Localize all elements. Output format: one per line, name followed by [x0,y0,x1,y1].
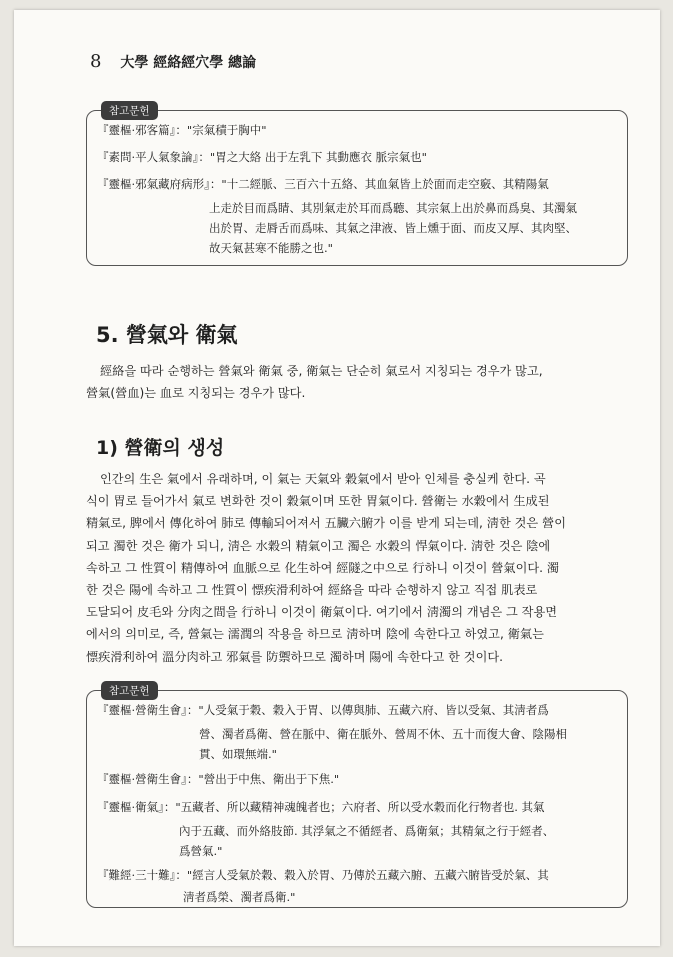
reference-entry: 『靈樞·邪氣藏府病形』："十二經脈、三百六十五絡、其血氣皆上於面而走空竅、其精陽氣 [97,177,549,191]
book-page [14,10,660,946]
reference-box-1 [86,105,628,266]
intro-paragraph: 經絡을 따라 순행하는 營氣와 衛氣 중, 衛氣는 단순히 氣로서 지칭되는 경우가 많고, 營氣(營血)는 血로 지칭되는 경우가 많다. [86,364,543,401]
reference-box-2 [86,685,628,908]
reference-entry-continuation: 淸者爲榮、濁者爲衛." [183,890,296,904]
body-paragraph: 인간의 生은 氣에서 유래하며, 이 氣는 天氣와 穀氣에서 받아 인체를 충실케 한다. 곡 식이 胃로 들어가서 氣로 변화한 것이 穀氣이며 또한 胃氣이다. 營衛는 水穀에서 生成된 精氣로, 脾에서 傳化하여 肺로 傳輸되어져서 五臟六腑가 이를 받게 되는데, 淸한 것은 營이 되고 濁한 것은 衛가 되니, 淸은 水穀의 精氣이고 濁은 水穀의 悍氣이다. 淸한 것은 陰에 속하고 그 性質이 精傳하여 血脈으로 化生하여 經隧之中으로 行하니 이것이 營氣이다. 濁 한 것은 陽에 속하고 그 性質이 慓疾滑利하여 經絡을 따라 순행하지 않고 직접 肌表로 도달되어 皮毛와 分肉之間을 行하니 이것이 衛氣이다. 여기에서 淸濁의 개념은 그 작용면 에서의 의미로, 즉, 營氣는 濡潤의 작용을 하므로 淸하며 陰에 속한다고 하였고, 衛氣는 慓疾滑利하여 溫分肉하고 邪氣를 防禦하므로 濁하며 陽에 속한다고 한 것이다. [86,472,566,664]
reference-entry: 『靈樞·邪客篇』："宗氣積于胸中" [97,123,267,137]
reference-tag: 참고문헌 [101,681,158,700]
reference-entry-continuation: 內于五藏、而外絡肢節. 其浮氣之不循經者、爲衛氣；其精氣之行于經者、 爲營氣." [179,824,555,858]
subsection-title: 1) 營衛의 생성 [96,437,225,459]
section-title: 5. 營氣와 衛氣 [96,323,238,347]
reference-entry: 『難經·三十難』："經言人受氣於穀、穀入於胃、乃傳於五藏六腑、五藏六腑皆受於氣、其 [97,868,549,882]
reference-entry: 『靈樞·營衛生會』："人受氣于穀、穀入于胃、以傳與肺、五藏六府、皆以受氣、其淸者爲 [97,703,549,717]
reference-entry-continuation: 營、濁者爲衛、營在脈中、衛在脈外、營周不休、五十而復大會、陰陽相 貫、如環無端." [199,727,567,761]
reference-tag: 참고문헌 [101,101,158,120]
running-title: 大學 經絡經穴學 總論 [120,55,257,71]
running-header [90,51,256,72]
page-number: 8 [90,51,102,72]
reference-entry-continuation: 上走於目而爲睛、其別氣走於耳而爲聽、其宗氣上出於鼻而爲臭、其濁氣 出於胃、走脣舌而爲味、其氣之津液、皆上燻于面、而皮又厚、其肉堅、 故天氣甚寒不能勝之也." [209,201,577,255]
reference-entry: 『靈樞·營衛生會』："營出于中焦、衛出于下焦." [97,772,340,786]
reference-entry: 『靈樞·衛氣』："五藏者、所以藏精神魂魄者也；六府者、所以受水穀而化行物者也. 其氣 [97,800,545,814]
reference-entry: 『素問·平人氣象論』："胃之大絡 出于左乳下 其動應衣 脈宗氣也" [97,150,427,164]
